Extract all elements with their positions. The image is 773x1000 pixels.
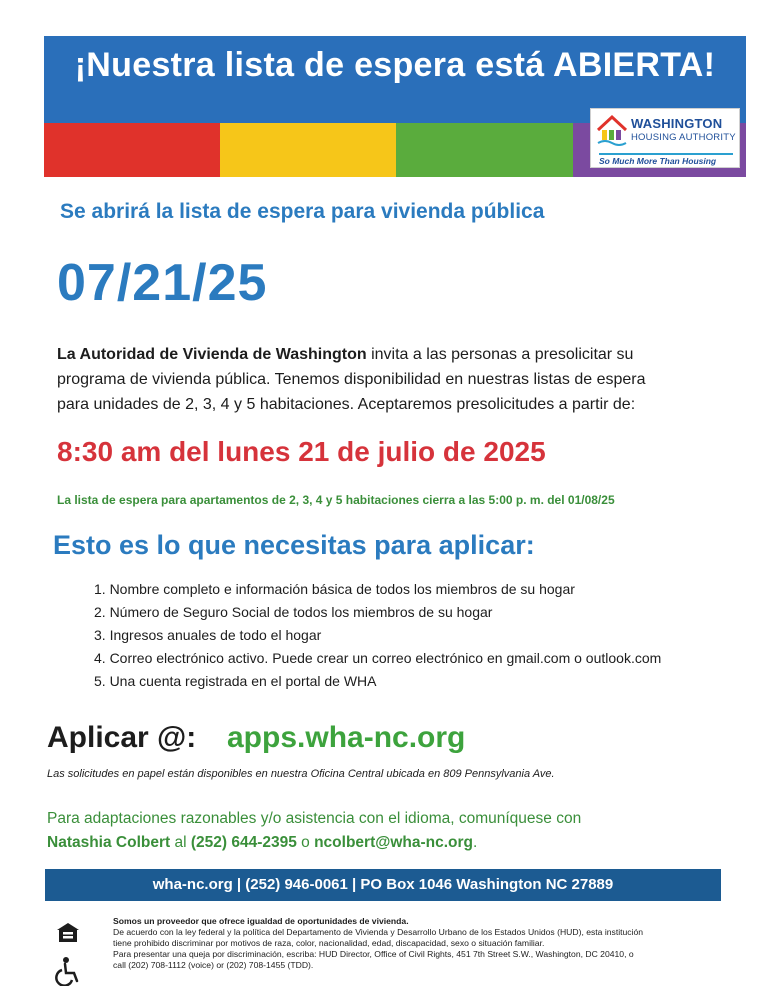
page-title: ¡Nuestra lista de espera está ABIERTA! (74, 46, 716, 84)
announcement-subtitle: Se abrirá la lista de espera para vivienda pública (60, 200, 545, 223)
fine-print-line: Para presentar una queja por discriminación, escriba: HUD Director, Office of Civil Rights, 451 7th Street S.W., Washington, DC 20410, o (113, 949, 634, 959)
opening-date: 07/21/25 (57, 254, 268, 312)
apply-label: Aplicar @: (47, 721, 197, 754)
fine-print-line: tiene prohibido discriminar por motivos de raza, color, nacionalidad, edad, discapacidad, sexo o situación familiar. (113, 938, 545, 948)
wha-logo (590, 108, 740, 168)
connector-text: al (170, 834, 191, 851)
equal-housing-icon (56, 922, 80, 944)
connector-text: o (296, 834, 315, 851)
apply-url-link[interactable]: apps.wha-nc.org (227, 721, 466, 754)
contact-name: Natashia Colbert (47, 834, 171, 851)
open-time: 8:30 am del lunes 21 de julio de 2025 (57, 436, 546, 467)
requirements-list (94, 578, 661, 693)
list-item: 2. Número de Seguro Social de todos los miembros de su hogar (94, 604, 493, 620)
intro-line-1: invita a las personas a presolicitar su (366, 346, 634, 363)
list-item: 3. Ingresos anuales de todo el hogar (94, 627, 322, 643)
intro-line-3: para unidades de 2, 3, 4 y 5 habitaciones. Aceptaremos presolicitudes a partir de: (57, 396, 636, 413)
connector-text: . (473, 834, 478, 851)
contact-phone[interactable]: (252) 644-2395 (190, 834, 297, 851)
house-logo-icon (596, 114, 628, 148)
intro-line-2: programa de vivienda pública. Tenemos disponibilidad en nuestras listas de espera (57, 371, 646, 388)
color-stripe-yellow (220, 123, 396, 177)
assistance-text: Para adaptaciones razonables y/o asistencia con el idioma, comuníquese con (47, 810, 582, 827)
close-note: La lista de espera para apartamentos de 2, 3, 4 y 5 habitaciones cierra a las 5:00 p. m. del 01/08/25 (57, 493, 615, 507)
list-item: 1. Nombre completo e información básica de todos los miembros de su hogar (94, 581, 575, 597)
accessibility-icon (54, 956, 82, 986)
logo-name: WASHINGTON (631, 116, 723, 131)
fine-print-title: Somos un proveedor que ofrece igualdad de oportunidades de vivienda. (113, 916, 409, 926)
intro-org-name: La Autoridad de Vivienda de Washington (57, 346, 367, 363)
fine-print-line: call (202) 708-1112 (voice) or (202) 708-1455 (TDD). (113, 960, 314, 970)
list-item: 5. Una cuenta registrada en el portal de WHA (94, 673, 377, 689)
fine-print (113, 916, 723, 971)
paper-application-note: Las solicitudes en papel están disponibles en nuestra Oficina Central ubicada en 809 Pennsylvania Ave. (47, 768, 555, 780)
requirements-title: Esto es lo que necesitas para aplicar: (53, 530, 535, 560)
contact-email-link[interactable]: ncolbert@wha-nc.org (314, 834, 474, 851)
color-stripe-green (396, 123, 573, 177)
list-item: 4. Correo electrónico activo. Puede crear un correo electrónico en gmail.com o outlook.com (94, 650, 662, 666)
footer-contact-bar: wha-nc.org | (252) 946-0061 | PO Box 1046 Washington NC 27889 (45, 869, 721, 901)
color-stripe-red (44, 123, 220, 177)
assistance-contact (47, 834, 477, 852)
logo-tagline: So Much More Than Housing (599, 153, 733, 166)
logo-subname: HOUSING AUTHORITY (631, 132, 736, 143)
intro-paragraph (57, 342, 732, 417)
fine-print-line: De acuerdo con la ley federal y la política del Departamento de Vivienda y Desarrollo Urbano de los Estados Unidos (HUD), esta institución (113, 927, 644, 937)
